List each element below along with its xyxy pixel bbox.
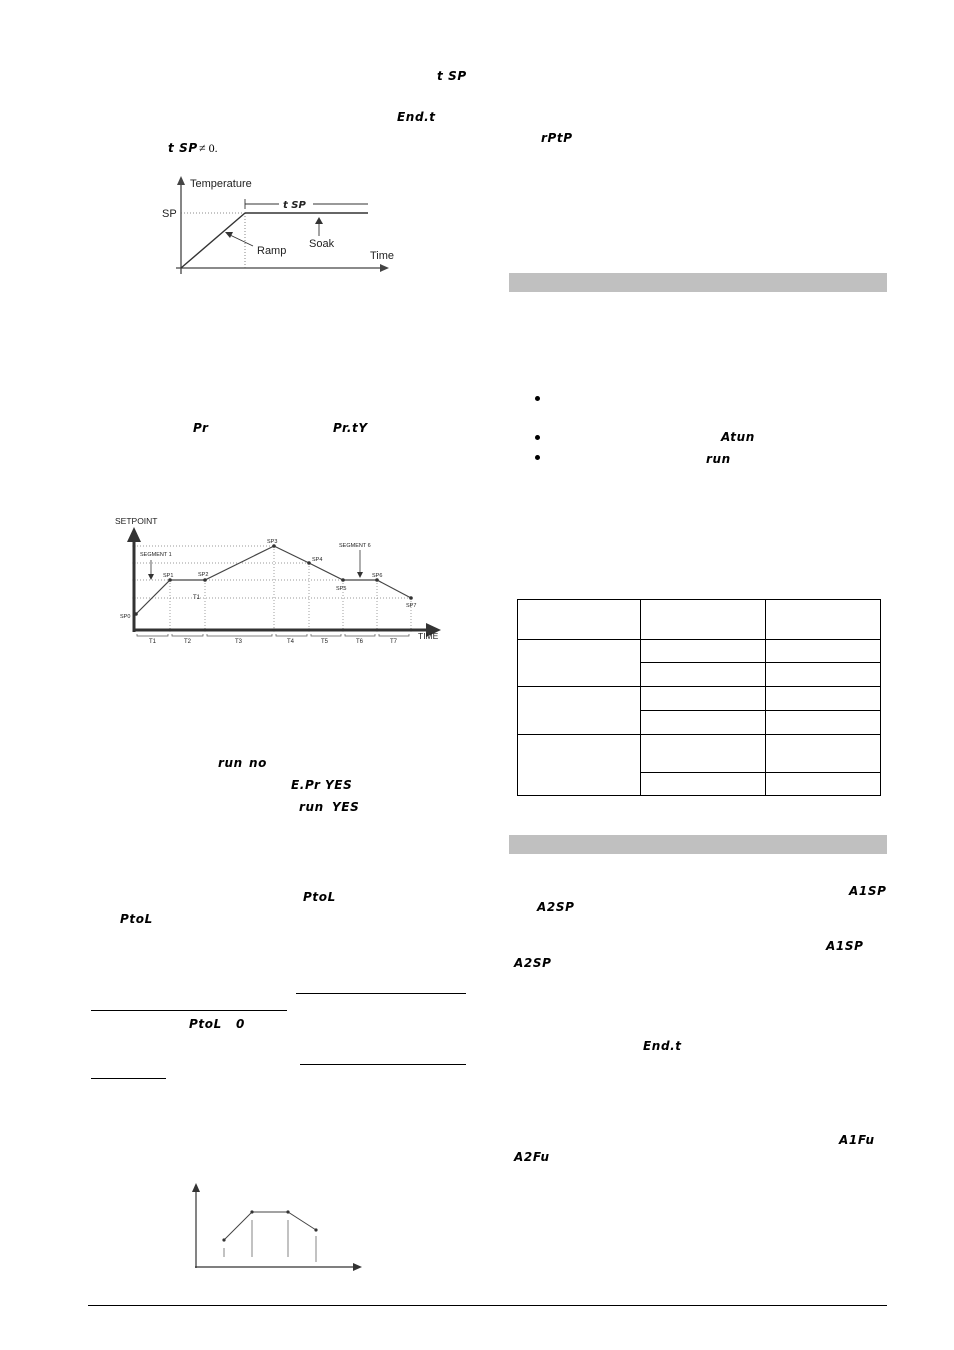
table-group-cell xyxy=(518,735,641,796)
fig2-sp0-label: SP0 xyxy=(120,614,131,620)
fig2-interval-t4: T4 xyxy=(287,639,295,645)
fig2-sp6-label: SP6 xyxy=(372,573,383,579)
section-header-bar-1 xyxy=(509,273,887,292)
fig1-ramp-pointer xyxy=(230,235,253,246)
fig2-axis-mark-5 xyxy=(168,628,171,631)
table-group-cell xyxy=(518,640,641,687)
table-cell xyxy=(641,735,766,773)
fig2-axis-mark-3 xyxy=(132,578,135,581)
underline-2 xyxy=(91,1010,287,1011)
code-ptol-2: PtoL xyxy=(120,912,153,926)
bullet-2 xyxy=(535,435,540,440)
table-header-row xyxy=(518,600,881,640)
fig2-axis-mark-8 xyxy=(307,628,310,631)
table-row xyxy=(518,735,881,773)
fig2-interval-t6: T6 xyxy=(356,639,364,645)
underline-3 xyxy=(300,1064,466,1065)
code-a1sp-2: A1SP xyxy=(826,939,864,953)
underline-1 xyxy=(296,993,466,994)
code-a1sp-1: A1SP xyxy=(849,884,887,898)
fig2-axis-mark-2 xyxy=(132,561,135,564)
fig2-points xyxy=(132,544,412,631)
table-cell xyxy=(641,711,766,735)
table-cell xyxy=(766,735,881,773)
code-a2sp-2: A2SP xyxy=(514,956,552,970)
fig2-sp2-label: SP2 xyxy=(198,572,209,578)
fig2-bracket-t7 xyxy=(379,634,409,636)
code-t-sp-condition: t SP xyxy=(168,141,198,155)
fig3-profile-line xyxy=(224,1212,316,1240)
fig3-point-2 xyxy=(250,1210,253,1213)
table-cell xyxy=(641,640,766,663)
fig2-segment1-pointer-head xyxy=(148,574,154,580)
table-header-cell xyxy=(766,600,881,640)
fig2-point-sp0 xyxy=(134,612,138,616)
table-cell xyxy=(641,663,766,687)
fig2-point-sp5 xyxy=(341,578,345,582)
fig2-sp3-label: SP3 xyxy=(267,539,278,545)
code-end-t: End.t xyxy=(397,110,436,124)
fig1-x-axis-arrow xyxy=(380,264,389,272)
fig2-bracket-t2 xyxy=(172,634,203,636)
underline-4 xyxy=(91,1078,166,1079)
code-yes-1: YES xyxy=(325,778,353,792)
table-cell xyxy=(641,773,766,796)
fig1-ramp-pointer-head xyxy=(225,232,233,238)
fig2-inner-t1-label: T1 xyxy=(193,595,201,601)
fig1-y-axis-arrow xyxy=(177,176,185,185)
table-header-cell xyxy=(641,600,766,640)
table-header-cell xyxy=(518,600,641,640)
fig2-point-sp7 xyxy=(409,596,413,600)
fig2-sp5-label: SP5 xyxy=(336,586,347,592)
code-end-t-right: End.t xyxy=(643,1039,682,1053)
fig3-y-axis-arrow xyxy=(192,1183,200,1192)
section-header-bar-2 xyxy=(509,835,887,854)
ramp-soak-figure xyxy=(155,168,400,283)
fig2-profile-line xyxy=(136,546,411,614)
fig2-bracket-t5 xyxy=(311,634,341,636)
fig3-point-4 xyxy=(314,1228,317,1231)
table-cell xyxy=(766,640,881,663)
fig2-axis-mark-1 xyxy=(132,544,135,547)
table-cell xyxy=(766,687,881,711)
table-row xyxy=(518,640,881,663)
fig1-sp-label: SP xyxy=(162,208,177,220)
fig2-sp7-label: SP7 xyxy=(406,603,417,609)
fig2-bracket-t6 xyxy=(345,634,375,636)
table-row xyxy=(518,687,881,711)
fig2-axis-mark-9 xyxy=(341,628,344,631)
code-e-pr: E.Pr xyxy=(291,778,321,792)
code-a1fu: A1Fu xyxy=(839,1133,875,1147)
fig3-point-1 xyxy=(222,1238,225,1241)
code-run-1: run xyxy=(218,756,243,770)
code-pr: Pr xyxy=(193,421,209,435)
code-pr-ty: Pr.tY xyxy=(333,421,368,435)
code-t-sp: t SP xyxy=(437,69,467,83)
code-run-2: run xyxy=(299,800,324,814)
code-yes-2: YES xyxy=(332,800,360,814)
fig1-y-axis-label: Temperature xyxy=(190,178,252,190)
code-a2sp-1: A2SP xyxy=(537,900,575,914)
table-cell xyxy=(766,663,881,687)
code-no: no xyxy=(249,756,267,770)
fig1-soak-pointer-head xyxy=(315,217,323,224)
fig2-interval-t5: T5 xyxy=(321,639,329,645)
fig2-x-axis-label: TIME xyxy=(418,631,439,641)
fig2-axis-mark-11 xyxy=(409,628,412,631)
table-cell xyxy=(641,687,766,711)
not-equal-zero-text: ≠ 0. xyxy=(199,141,218,155)
fig2-axis-mark-6 xyxy=(203,628,206,631)
code-run-right: run xyxy=(706,452,731,466)
fig2-y-axis-arrow xyxy=(127,527,141,542)
fig1-x-axis-label: Time xyxy=(370,250,395,262)
table-group-cell xyxy=(518,687,641,735)
fig2-sp1-label: SP1 xyxy=(163,573,174,579)
fig2-interval-t2: T2 xyxy=(184,639,192,645)
fig2-axis-mark-10 xyxy=(375,628,378,631)
tolerance-figure xyxy=(190,1180,366,1272)
bullet-3 xyxy=(535,455,540,460)
fig1-ramp-line xyxy=(181,213,245,268)
fig3-point-3 xyxy=(286,1210,289,1213)
fig2-interval-t1: T1 xyxy=(149,639,157,645)
fig2-interval-t7: T7 xyxy=(390,639,398,645)
fig2-interval-t3: T3 xyxy=(235,639,243,645)
bullet-1 xyxy=(535,396,540,401)
fig2-bracket-t3 xyxy=(207,634,272,636)
fig2-axis-mark-7 xyxy=(272,628,275,631)
fig2-segment6-pointer-head xyxy=(357,572,363,578)
fig1-ramp-label: Ramp xyxy=(257,245,287,257)
fig2-point-sp4 xyxy=(307,561,311,565)
fig2-point-sp2 xyxy=(203,578,207,582)
fig3-x-axis-arrow xyxy=(353,1263,362,1271)
footer-rule xyxy=(88,1305,887,1306)
code-atun: Atun xyxy=(721,430,755,444)
fig2-segment6-label: SEGMENT 6 xyxy=(339,543,371,549)
code-rptp: rPtP xyxy=(541,131,573,145)
code-zero: 0 xyxy=(236,1017,245,1031)
fig2-sp4-label: SP4 xyxy=(312,557,323,563)
fig2-guides xyxy=(134,546,411,630)
fig2-y-axis-label: SETPOINT xyxy=(115,516,158,526)
fig2-bracket-t1 xyxy=(137,634,168,636)
fig2-segment1-label: SEGMENT 1 xyxy=(140,552,172,558)
code-ptol-1: PtoL xyxy=(303,890,336,904)
table-cell xyxy=(766,773,881,796)
fig2-bracket-t4 xyxy=(276,634,307,636)
fig1-soak-label: Soak xyxy=(309,238,335,250)
table-cell xyxy=(766,711,881,735)
parameter-table xyxy=(517,599,881,796)
fig2-interval-brackets xyxy=(137,634,409,636)
code-a2fu: A2Fu xyxy=(514,1150,550,1164)
fig1-t-sp-label: t SP xyxy=(283,200,306,211)
fig2-axis-mark-4 xyxy=(132,596,135,599)
program-profile-figure xyxy=(112,512,444,648)
code-ptol-3: PtoL xyxy=(189,1017,222,1031)
